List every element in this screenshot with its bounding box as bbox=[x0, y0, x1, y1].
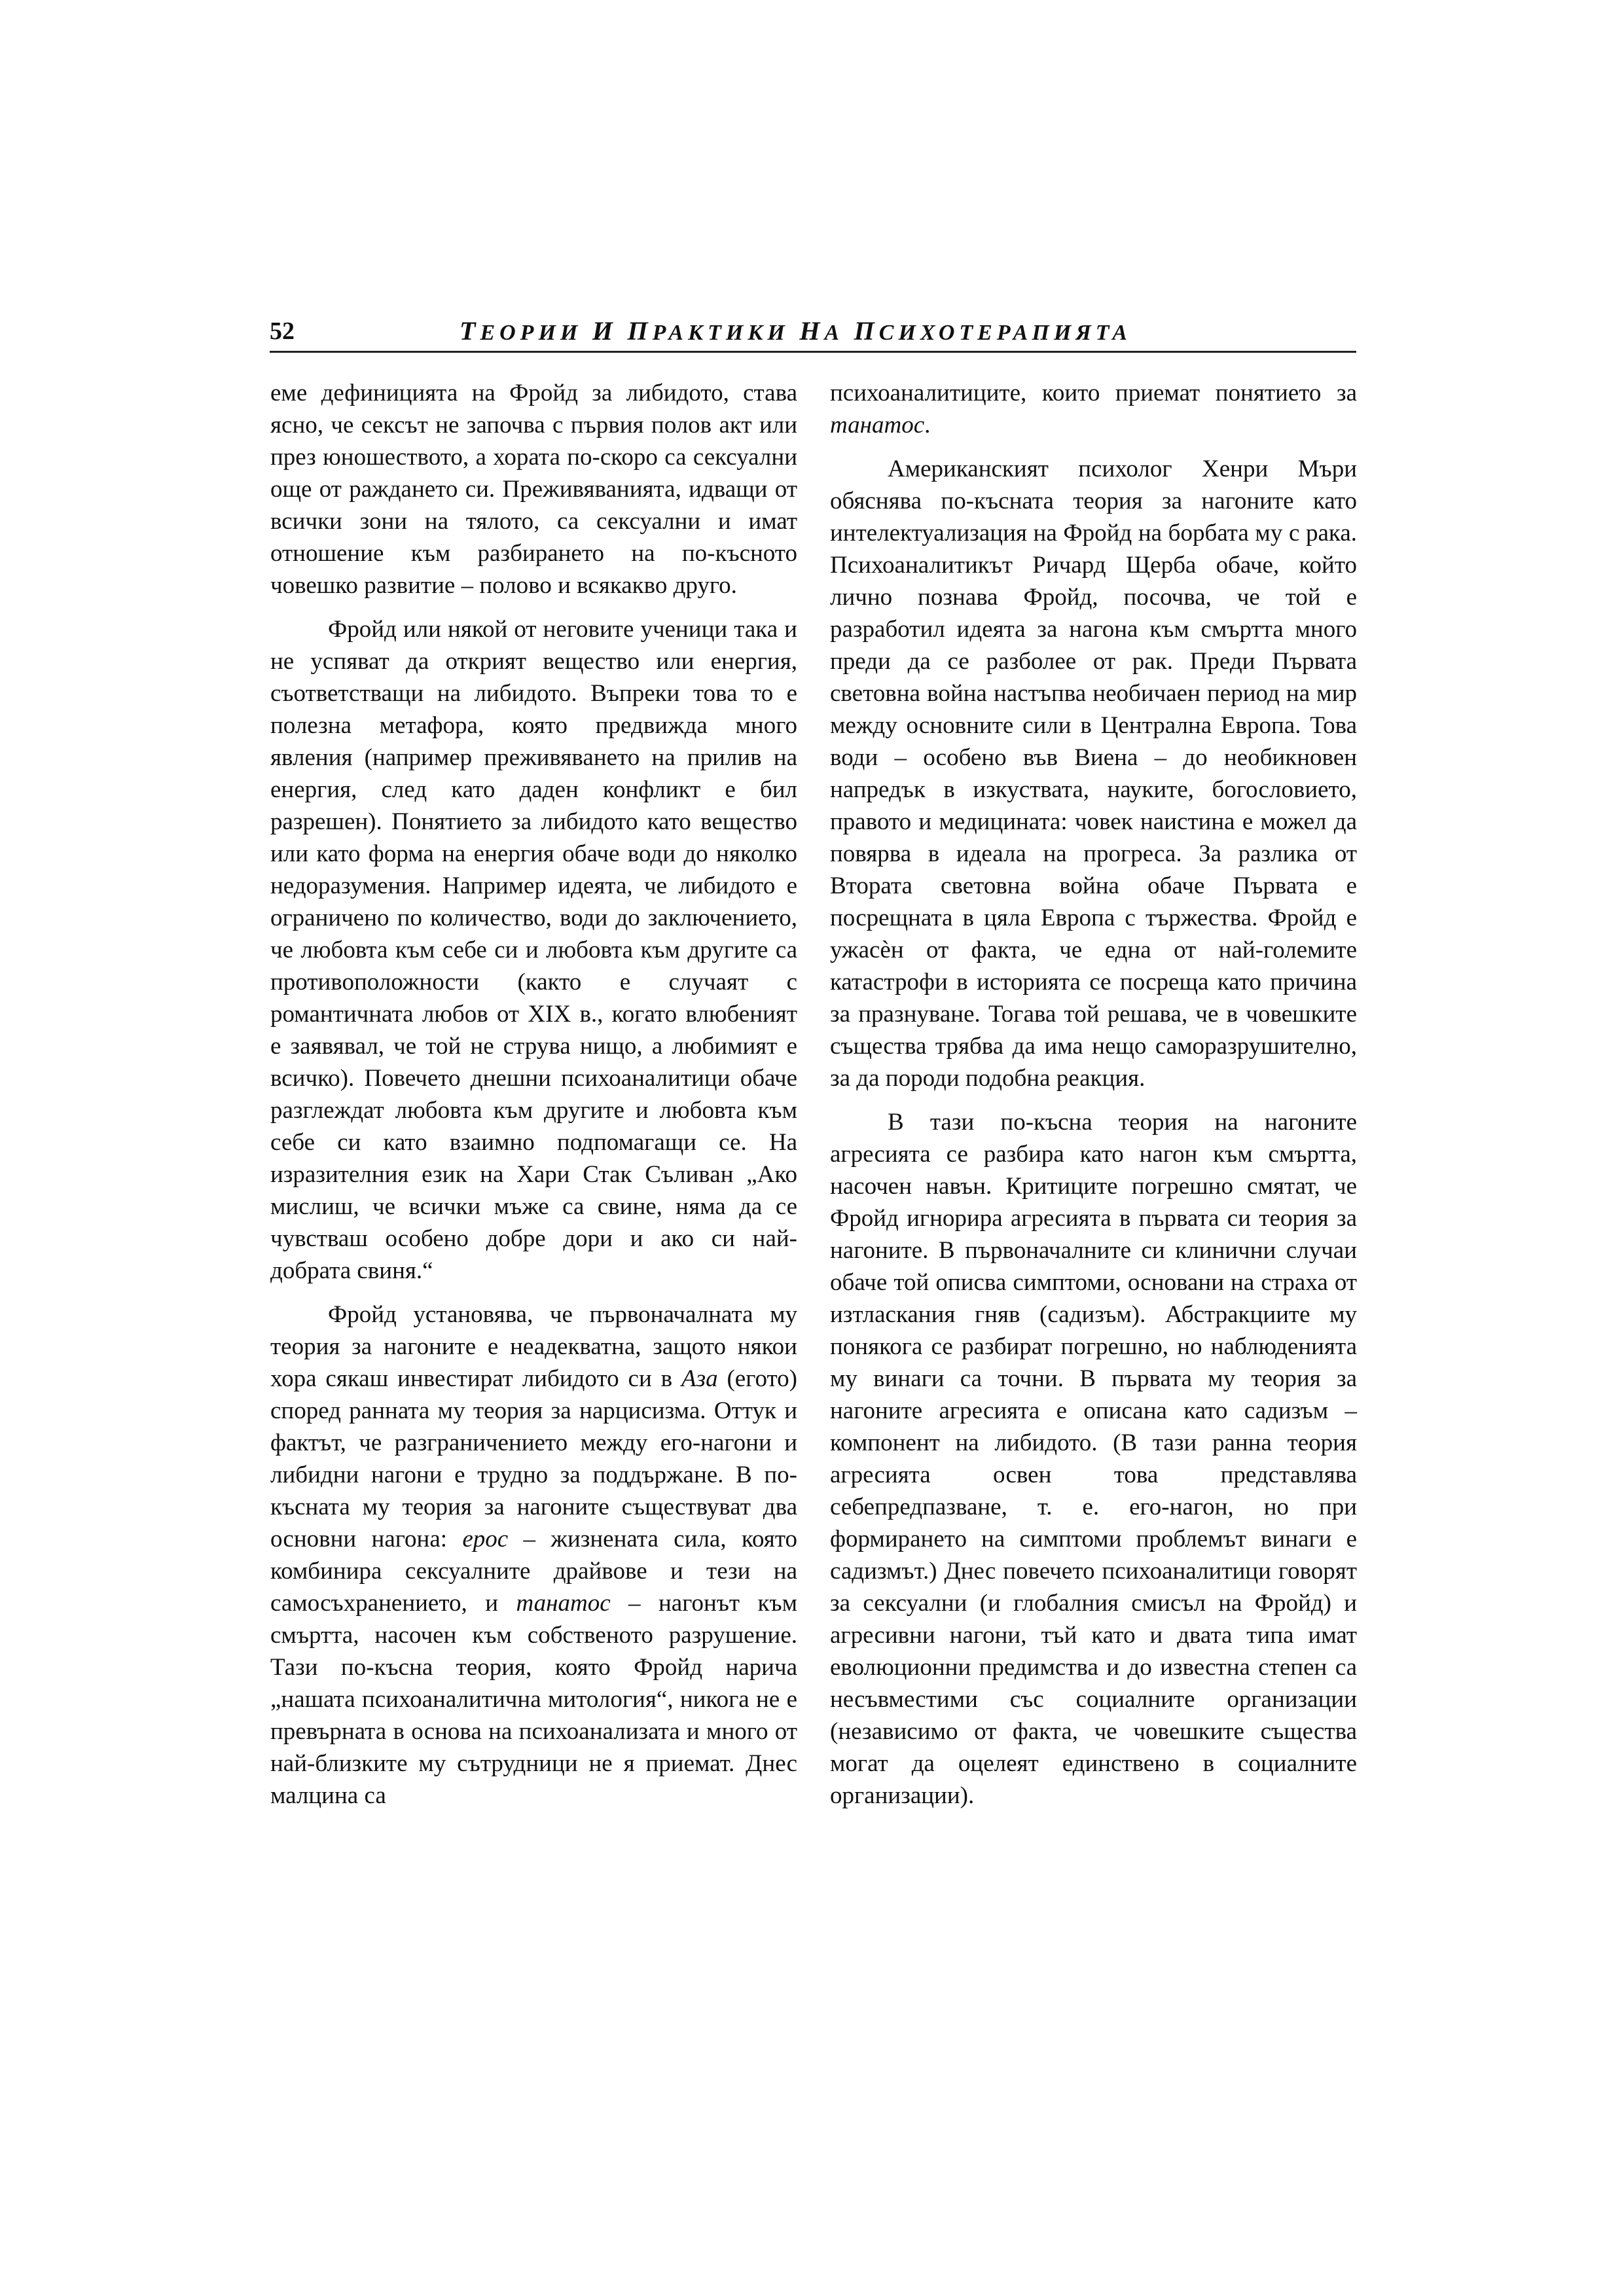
running-title-initial: Н bbox=[799, 316, 825, 346]
paragraph bbox=[270, 1299, 797, 1812]
emphasis-term: танатос bbox=[516, 1590, 611, 1617]
running-title bbox=[460, 313, 1132, 351]
emphasis-term: ерос bbox=[462, 1526, 509, 1552]
running-title-initial: И bbox=[592, 316, 617, 346]
running-title-word bbox=[617, 321, 628, 345]
paragraph: еме дефиницията на Фройд за либидото, става ясно, че сексът не започва с първия полов акт или през юношеството, а хората по-скоро са сексуални още от раждането си. Преживяванията, идващи от всички зони на тялото, са сексуални и имат отношение към разбирането на по-късното човешко развитие – полово и всякакво друго. bbox=[270, 380, 797, 599]
paragraph-text: Фройд установява, че първоначалната му теория за нагоните е неадекватна, защото някои хора сякаш инвестират либидото си в bbox=[270, 1301, 797, 1392]
paragraph: В тази по-късна теория на нагоните агресията се разбира като нагон към смъртта, насочен навън. Критиците погрешно смятат, че Фройд игнорира агресията в първата си теория за нагоните. В първоначалните си клинични случаи обаче той описва симптоми, основани на страха от изтласкания гняв (садизъм). Абстракциите му понякога се разбират погрешно, но наблюденията му винаги са точни. В първата му теория за нагоните агресията е описана като садизъм – компонент на либидото. (В тази ранна теория агресията освен това представлява себепредпазване, т. е. его-нагон, но при формирането на симптоми проблемът винаги е садизмът.) Днес повечето психоаналитици говорят за сексуални (и глобалния смисъл на Фройд) и агресивни нагони, тъй като и двата типа имат еволюционни предимства и до известна степен са несъвместими със социалните организации (независимо от факта, че човешките същества могат да оцелеят единствено в социалните организации). bbox=[830, 1109, 1357, 1809]
running-title-initial: П bbox=[627, 316, 653, 346]
left-column bbox=[270, 377, 797, 1812]
paragraph: Американският психолог Хенри Мъри обяснява по-късната теория за нагоните като интелектуализация на Фройд на борбата му с рака. Психоаналитикът Ричард Щерба обаче, който лично познава Фройд, посочва, че той е разработил идеята за нагона към смъртта много преди да се разболее от рак. Преди Първата световна война настъпва необичаен период на мир между основните сили в Централна Европа. Това води – особено във Виена – до необикновен напредък в изкуствата, науките, богословието, правото и медицината: човек наистина е можел да повярва в идеала на прогреса. За разлика от Втората световна война обаче Първата е посрещната в цяла Европа с тържества. Фройд е ужасѐн от факта, че една от най-големите катастрофи в историята се посреща като причина за празнуване. Тогава той решава, че в човешките същества трябва да има нещо саморазрушително, за да породи подобна реакция. bbox=[830, 456, 1357, 1092]
paragraph-text: – нагонът към смъртта, насочен към собственото разрушение. Тази по-късна теория, която Фройд нарича „нашата психоаналитична митология“, никога не е превърната в основа на психоанализата и много от най-близките му сътрудници не я приемат. Днес малцина са bbox=[270, 1590, 798, 1809]
running-title-word: СИХОТЕРАПИЯТА bbox=[878, 321, 1132, 345]
running-header bbox=[270, 313, 1356, 353]
paragraph-text: . bbox=[924, 412, 931, 439]
running-title-initial: Т bbox=[460, 316, 480, 346]
emphasis-term: Аза bbox=[681, 1365, 718, 1392]
paragraph-text: (егото) според ранната му теория за нарцисизма. Оттук и фактът, че разграничението между его-нагони и либидни нагони е трудно за поддържане. В по-късната му теория за нагоните съществуват два основни нагона: bbox=[270, 1365, 797, 1552]
running-title-initial: П bbox=[854, 316, 879, 346]
running-title-word: РАКТИКИ bbox=[652, 321, 800, 345]
running-title-word: А bbox=[824, 321, 854, 345]
running-title-word: ЕОРИИ bbox=[480, 321, 592, 345]
emphasis-term: танатос bbox=[830, 412, 925, 439]
paragraph-text: психоаналитиците, които приемат понятието за bbox=[830, 380, 1357, 406]
paragraph: Фройд или някой от неговите ученици така и не успяват да открият вещество или енергия, съответстващи на либидото. Въпреки това то е полезна метафора, която предвижда много явления (например преживяването на прилив на енергия, след като даден конфликт е бил разрешен). Понятието за либидото като вещество или като форма на енергия обаче води до няколко недоразумения. Например идеята, че либидото е ограничено по количество, води до заключението, че любовта към себе си и любовта към другите са противоположности (както е случаят с романтичната любов от XIX в., когато влюбеният е заявявал, че той не струва нищо, а любимият е всичко). Повечето днешни психоаналитици обаче разглеждат любовта към другите и любовта към себе си като взаимно подпомагащи се. На изразителния език на Хари Стак Съливан „Ако мислиш, че всички мъже са свине, няма да се чувстваш особено добре дори и ако си най-добрата свиня.“ bbox=[270, 616, 797, 1284]
paragraph bbox=[830, 377, 1357, 441]
right-column bbox=[830, 377, 1357, 1812]
paragraph-text: – жизнената сила, която комбинира сексуалните драйвове и тези на самосъхранението, и bbox=[270, 1526, 797, 1617]
page-number: 52 bbox=[270, 317, 295, 345]
